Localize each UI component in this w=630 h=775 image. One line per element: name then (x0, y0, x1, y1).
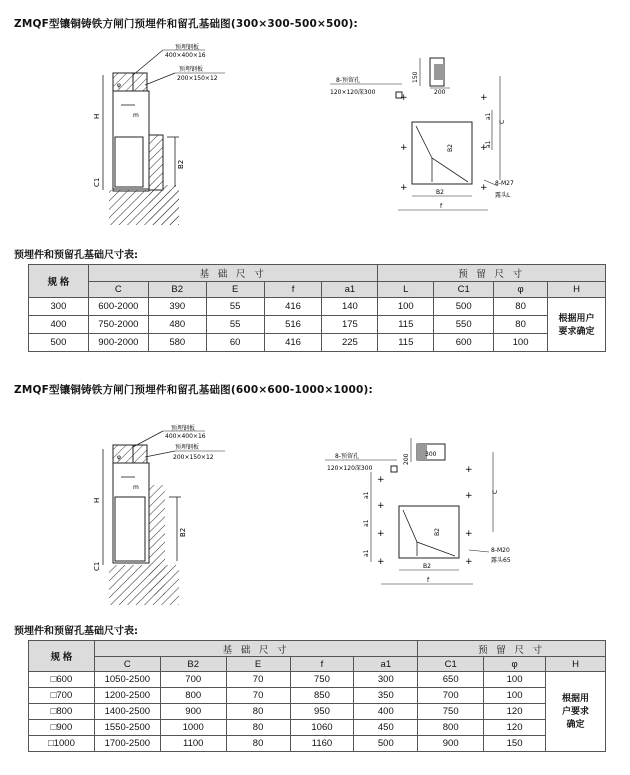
dim-phi: φ (117, 454, 121, 461)
table-cell: 55 (206, 316, 264, 334)
plus-mark: + (377, 475, 385, 485)
dimension-table-1 (28, 264, 606, 352)
col-header: φ (494, 282, 548, 298)
table-cell: 60 (206, 334, 264, 352)
spec-header: 规 格 (29, 265, 89, 298)
plus-mark: + (480, 143, 488, 153)
table-cell: 100 (484, 688, 546, 704)
col-header: φ (484, 657, 546, 672)
dim-a1-top: a1 (485, 112, 492, 120)
group-reserve-header: 预 留 尺 寸 (418, 641, 606, 657)
table-cell: 800 (418, 720, 484, 736)
table-cell: 750 (290, 672, 354, 688)
table-cell: 400 (354, 704, 418, 720)
table-cell: 900-2000 (88, 334, 148, 352)
col-header: a1 (354, 657, 418, 672)
dim-B2-right: B2 (447, 144, 454, 152)
table-cell: 100 (494, 334, 548, 352)
table-cell: 1100 (160, 736, 226, 752)
table-cell: 1060 (290, 720, 354, 736)
table-cell: 416 (264, 298, 322, 316)
table-cell: 300 (29, 298, 89, 316)
table-cell: 700 (418, 688, 484, 704)
group-base-header: 基 础 尺 寸 (88, 265, 377, 282)
col-header: B2 (148, 282, 206, 298)
plus-mark: + (400, 143, 408, 153)
plus-mark: + (465, 557, 473, 567)
table-cell: 115 (378, 334, 434, 352)
table-cell: 80 (226, 704, 290, 720)
table-cell: 500 (29, 334, 89, 352)
section2-title: ZMQF型镶铜铸铁方闸门预埋件和留孔基础图(600×600-1000×1000): (14, 384, 373, 396)
dim-B2: B2 (177, 159, 185, 169)
plus-mark: + (377, 557, 385, 567)
table-cell: 550 (434, 316, 494, 334)
table-cell: 1700-2500 (94, 736, 160, 752)
h-note: 根据用户要求确定 (548, 298, 606, 352)
col-header: E (206, 282, 264, 298)
col-header: B2 (160, 657, 226, 672)
table-cell: 115 (378, 316, 434, 334)
table-cell: 120 (484, 720, 546, 736)
table-cell: 516 (264, 316, 322, 334)
plus-mark: + (465, 529, 473, 539)
section1-title: ZMQF型镶铜铸铁方闸门预埋件和留孔基础图(300×300-500×500): (14, 18, 358, 30)
table-cell: 390 (148, 298, 206, 316)
table2-title: 预埋件和预留孔基础尺寸表: (14, 626, 138, 637)
dim-300: 300 (425, 451, 437, 458)
plus-mark: + (400, 183, 408, 193)
dim-C: C (499, 119, 506, 124)
table-cell: □900 (29, 720, 95, 736)
embedded-parts-section-drawing-1 (95, 45, 245, 230)
table-cell: 500 (354, 736, 418, 752)
table-cell: □1000 (29, 736, 95, 752)
table-cell: 800 (160, 688, 226, 704)
table-cell: □800 (29, 704, 95, 720)
plus-mark: + (377, 529, 385, 539)
col-header: C1 (418, 657, 484, 672)
table-cell: 850 (290, 688, 354, 704)
plate2-size: 200×150×12 (177, 75, 218, 82)
table-cell: 480 (148, 316, 206, 334)
dim-f: f (427, 577, 430, 584)
table-cell: 225 (322, 334, 378, 352)
col-header: a1 (322, 282, 378, 298)
plate2-label: 预埋钢板 (175, 444, 200, 451)
table-row (29, 688, 606, 704)
table-cell: 100 (484, 672, 546, 688)
hole-label: 8-预留孔 (336, 77, 360, 84)
table-cell: 416 (264, 334, 322, 352)
plus-mark: + (465, 491, 473, 501)
table-cell: 175 (322, 316, 378, 334)
table-cell: 450 (354, 720, 418, 736)
table-cell: 70 (226, 688, 290, 704)
col-header: f (290, 657, 354, 672)
table-cell: 80 (494, 298, 548, 316)
dim-C: C (492, 489, 499, 494)
group-base-header: 基 础 尺 寸 (94, 641, 417, 657)
table-cell: 500 (434, 298, 494, 316)
dim-m: m (133, 112, 139, 119)
table-cell: 400 (29, 316, 89, 334)
foundation-plan-drawing-2 (325, 432, 555, 602)
table-cell: 1000 (160, 720, 226, 736)
dim-H: H (93, 113, 101, 119)
table-cell: 1200-2500 (94, 688, 160, 704)
table-cell: 80 (226, 736, 290, 752)
col-header: C (94, 657, 160, 672)
dim-150: 150 (412, 71, 419, 83)
table-cell: 1050-2500 (94, 672, 160, 688)
plate1-label: 预埋钢板 (171, 425, 196, 432)
col-header: L (378, 282, 434, 298)
table-cell: 900 (160, 704, 226, 720)
dim-B2-bottom: B2 (436, 189, 444, 196)
plus-mark: + (480, 93, 488, 103)
dimension-table-2 (28, 640, 606, 752)
table-cell: 700 (160, 672, 226, 688)
table-cell: 600-2000 (88, 298, 148, 316)
plate1-label: 预埋钢板 (175, 44, 200, 51)
table-cell: 750 (418, 704, 484, 720)
col-header: f (264, 282, 322, 298)
bolt-label: 8-M20 (491, 547, 510, 554)
table-cell: 1550-2500 (94, 720, 160, 736)
dim-B2-right: B2 (434, 528, 441, 536)
dim-f: f (440, 203, 443, 210)
plate1-size: 400×400×16 (165, 52, 206, 59)
hole-label: 8-预留孔 (335, 453, 359, 460)
table-cell: 140 (322, 298, 378, 316)
table-cell: □700 (29, 688, 95, 704)
table-cell: 1400-2500 (94, 704, 160, 720)
plus-mark: + (480, 183, 488, 193)
table-row (29, 334, 606, 352)
table-cell: 300 (354, 672, 418, 688)
table-cell: 100 (378, 298, 434, 316)
group-reserve-header: 预 留 尺 寸 (378, 265, 606, 282)
dim-a1-bot: a1 (485, 140, 492, 148)
table-cell: 55 (206, 298, 264, 316)
table-cell: 1160 (290, 736, 354, 752)
col-header: C (88, 282, 148, 298)
table-cell: 350 (354, 688, 418, 704)
plus-mark: + (400, 93, 408, 103)
table-row (29, 720, 606, 736)
dim-a1-top: a1 (363, 491, 370, 499)
table-cell: 900 (418, 736, 484, 752)
table-cell: 950 (290, 704, 354, 720)
dim-a1-mid: a1 (363, 519, 370, 527)
table-cell: 750-2000 (88, 316, 148, 334)
table1-title: 预埋件和预留孔基础尺寸表: (14, 250, 138, 261)
table-cell: 120 (484, 704, 546, 720)
plus-mark: + (377, 501, 385, 511)
plate1-size: 400×400×16 (165, 433, 206, 440)
col-header: H (548, 282, 606, 298)
bolt-label: 8-M27 (495, 180, 514, 187)
dim-B2-bottom: B2 (423, 563, 431, 570)
table-cell: 580 (148, 334, 206, 352)
dim-B2: B2 (179, 527, 187, 537)
table-cell: 80 (494, 316, 548, 334)
bolt-length: 露头65 (491, 557, 511, 564)
table-cell: □600 (29, 672, 95, 688)
table-row (29, 672, 606, 688)
table-row (29, 704, 606, 720)
table-row (29, 316, 606, 334)
plate2-label: 预埋钢板 (179, 66, 204, 73)
dim-C1: C1 (93, 561, 101, 571)
col-header: H (546, 657, 606, 672)
col-header: C1 (434, 282, 494, 298)
table-row (29, 736, 606, 752)
dim-200: 200 (403, 453, 410, 465)
hole-size: 120×120深300 (330, 89, 376, 96)
dim-phi: φ (117, 82, 121, 89)
plus-mark: + (465, 465, 473, 475)
dim-m: m (133, 484, 139, 491)
h-note: 根据用户要求确定 (546, 672, 606, 752)
table-cell: 70 (226, 672, 290, 688)
embedded-parts-section-drawing-2 (95, 425, 245, 610)
table-cell: 150 (484, 736, 546, 752)
bolt-length: 露头L (495, 192, 511, 199)
hole-size: 120×120深300 (327, 465, 373, 472)
dim-a1-bot: a1 (363, 549, 370, 557)
col-header: E (226, 657, 290, 672)
spec-header: 规 格 (29, 641, 95, 672)
dim-200: 200 (434, 89, 446, 96)
foundation-plan-drawing-1 (330, 50, 550, 230)
plate2-size: 200×150×12 (173, 454, 214, 461)
table-row (29, 298, 606, 316)
dim-H: H (93, 497, 101, 503)
dim-C1: C1 (93, 177, 101, 187)
table-cell: 600 (434, 334, 494, 352)
table-cell: 80 (226, 720, 290, 736)
table-cell: 650 (418, 672, 484, 688)
